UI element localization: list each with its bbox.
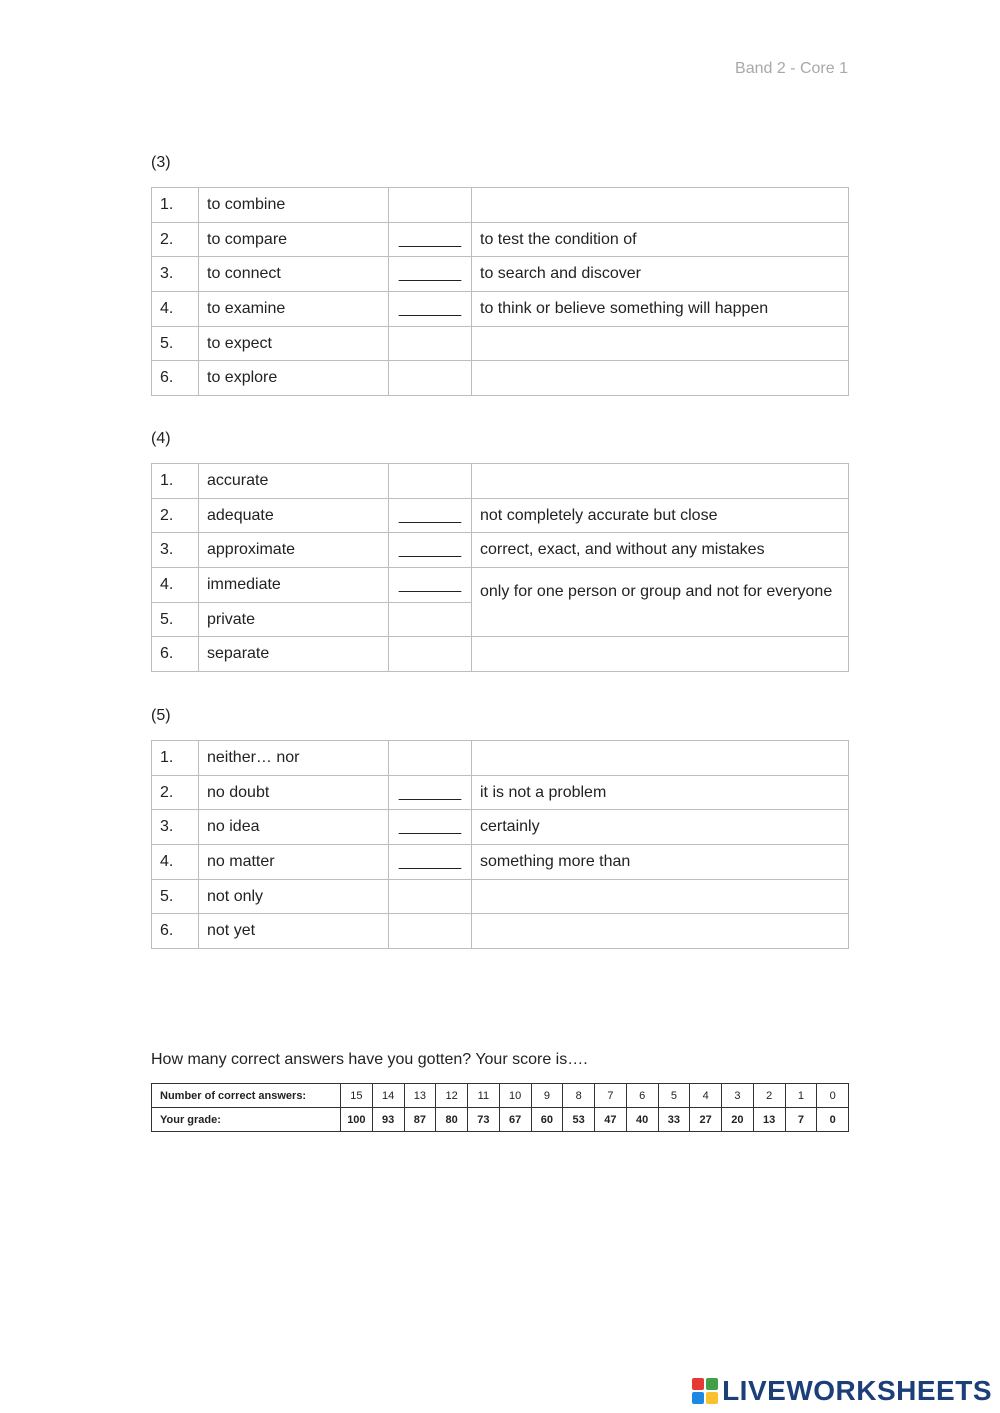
word-cell: to combine — [199, 188, 389, 223]
answer-blank[interactable]: _______ — [389, 810, 472, 845]
definition-cell — [472, 914, 849, 949]
answers-cell: 2 — [753, 1084, 785, 1108]
matching-table — [151, 463, 849, 672]
row-number: 1. — [152, 464, 199, 499]
answer-blank[interactable]: _______ — [389, 498, 472, 533]
table-row — [152, 775, 849, 810]
row-number: 4. — [152, 845, 199, 880]
answer-blank[interactable]: _______ — [389, 533, 472, 568]
word-cell: not yet — [199, 914, 389, 949]
word-cell: to explore — [199, 361, 389, 396]
answers-cell: 6 — [626, 1084, 658, 1108]
definition-cell: it is not a problem — [472, 775, 849, 810]
row-number: 6. — [152, 914, 199, 949]
row-number: 1. — [152, 188, 199, 223]
table-row — [152, 222, 849, 257]
grade-cell: 73 — [468, 1108, 500, 1132]
answer-blank — [389, 326, 472, 361]
grade-cell: 93 — [372, 1108, 404, 1132]
row-number: 2. — [152, 498, 199, 533]
table-row — [152, 498, 849, 533]
answers-cell: 10 — [499, 1084, 531, 1108]
section-label: (3) — [151, 154, 171, 171]
table-row — [152, 879, 849, 914]
grades-row — [152, 1108, 849, 1132]
answers-cell: 8 — [563, 1084, 595, 1108]
grade-cell: 47 — [595, 1108, 627, 1132]
table-row — [152, 637, 849, 672]
answer-blank — [389, 914, 472, 949]
definition-cell — [472, 188, 849, 223]
definition-cell: to think or believe something will happen — [472, 292, 849, 327]
row-number: 1. — [152, 741, 199, 776]
table-row — [152, 464, 849, 499]
word-cell: no idea — [199, 810, 389, 845]
section-label: (5) — [151, 707, 171, 724]
row-number: 3. — [152, 810, 199, 845]
answer-blank — [389, 464, 472, 499]
section-label: (4) — [151, 430, 171, 447]
answer-blank[interactable]: _______ — [389, 222, 472, 257]
word-cell: to examine — [199, 292, 389, 327]
answer-blank[interactable]: _______ — [389, 257, 472, 292]
answers-cell: 11 — [468, 1084, 500, 1108]
row-number: 5. — [152, 602, 199, 637]
grade-cell: 87 — [404, 1108, 436, 1132]
logo-text: LIVEWORKSHEETS — [722, 1375, 992, 1406]
definition-cell: only for one person or group and not for everyone — [472, 568, 849, 637]
word-cell: to compare — [199, 222, 389, 257]
word-cell: to expect — [199, 326, 389, 361]
answer-blank — [389, 188, 472, 223]
grade-cell: 40 — [626, 1108, 658, 1132]
word-cell: not only — [199, 879, 389, 914]
grade-cell: 27 — [690, 1108, 722, 1132]
grade-cell: 80 — [436, 1108, 468, 1132]
row-number: 6. — [152, 637, 199, 672]
table-row — [152, 845, 849, 880]
grade-cell: 100 — [341, 1108, 373, 1132]
word-cell: adequate — [199, 498, 389, 533]
answer-blank — [389, 637, 472, 672]
table-row — [152, 810, 849, 845]
answers-cell: 9 — [531, 1084, 563, 1108]
word-cell: no matter — [199, 845, 389, 880]
answer-blank[interactable]: _______ — [389, 292, 472, 327]
answers-cell: 0 — [817, 1084, 849, 1108]
definition-cell — [472, 326, 849, 361]
word-cell: no doubt — [199, 775, 389, 810]
row-number: 5. — [152, 879, 199, 914]
table-row — [152, 326, 849, 361]
definition-cell: to search and discover — [472, 257, 849, 292]
grade-cell: 67 — [499, 1108, 531, 1132]
definition-cell: certainly — [472, 810, 849, 845]
word-cell: immediate — [199, 568, 389, 603]
table-row — [152, 914, 849, 949]
row-number: 4. — [152, 568, 199, 603]
grade-cell: 0 — [817, 1108, 849, 1132]
grade-cell: 20 — [722, 1108, 754, 1132]
answers-cell: 1 — [785, 1084, 817, 1108]
word-cell: neither… nor — [199, 741, 389, 776]
grade-cell: 60 — [531, 1108, 563, 1132]
answer-blank[interactable]: _______ — [389, 568, 472, 603]
definition-cell — [472, 879, 849, 914]
table-row — [152, 361, 849, 396]
grade-cell: 33 — [658, 1108, 690, 1132]
table-row — [152, 568, 849, 603]
row-number: 4. — [152, 292, 199, 327]
table-row — [152, 741, 849, 776]
word-cell: separate — [199, 637, 389, 672]
answers-cell: 5 — [658, 1084, 690, 1108]
matching-table — [151, 187, 849, 396]
row-number: 2. — [152, 775, 199, 810]
answers-cell: 14 — [372, 1084, 404, 1108]
answer-blank[interactable]: _______ — [389, 845, 472, 880]
definition-cell — [472, 361, 849, 396]
row-number: 5. — [152, 326, 199, 361]
definition-cell — [472, 464, 849, 499]
answer-blank — [389, 741, 472, 776]
answers-row-label: Number of correct answers: — [152, 1084, 341, 1108]
answers-row — [152, 1084, 849, 1108]
answer-blank[interactable]: _______ — [389, 775, 472, 810]
word-cell: approximate — [199, 533, 389, 568]
matching-table — [151, 740, 849, 949]
answers-cell: 12 — [436, 1084, 468, 1108]
table-row — [152, 292, 849, 327]
definition-cell — [472, 741, 849, 776]
row-number: 2. — [152, 222, 199, 257]
grade-cell: 7 — [785, 1108, 817, 1132]
definition-cell: not completely accurate but close — [472, 498, 849, 533]
grade-cell: 53 — [563, 1108, 595, 1132]
table-row — [152, 533, 849, 568]
definition-cell: correct, exact, and without any mistakes — [472, 533, 849, 568]
word-cell: to connect — [199, 257, 389, 292]
answers-cell: 3 — [722, 1084, 754, 1108]
answers-cell: 13 — [404, 1084, 436, 1108]
answers-cell: 4 — [690, 1084, 722, 1108]
answers-cell: 7 — [595, 1084, 627, 1108]
score-prompt: How many correct answers have you gotten? Your score is…. — [151, 1051, 588, 1068]
row-number: 3. — [152, 533, 199, 568]
answer-blank — [389, 361, 472, 396]
logo-mark-icon — [692, 1378, 718, 1404]
definition-cell: to test the condition of — [472, 222, 849, 257]
table-row — [152, 188, 849, 223]
row-number: 6. — [152, 361, 199, 396]
table-row — [152, 257, 849, 292]
answers-cell: 15 — [341, 1084, 373, 1108]
liveworksheets-logo[interactable] — [692, 1375, 992, 1407]
grade-cell: 13 — [753, 1108, 785, 1132]
definition-cell — [472, 637, 849, 672]
answer-blank — [389, 602, 472, 637]
score-table — [151, 1083, 849, 1132]
answer-blank — [389, 879, 472, 914]
word-cell: accurate — [199, 464, 389, 499]
header-text: Band 2 - Core 1 — [735, 60, 848, 77]
definition-cell: something more than — [472, 845, 849, 880]
grades-row-label: Your grade: — [152, 1108, 341, 1132]
word-cell: private — [199, 602, 389, 637]
row-number: 3. — [152, 257, 199, 292]
